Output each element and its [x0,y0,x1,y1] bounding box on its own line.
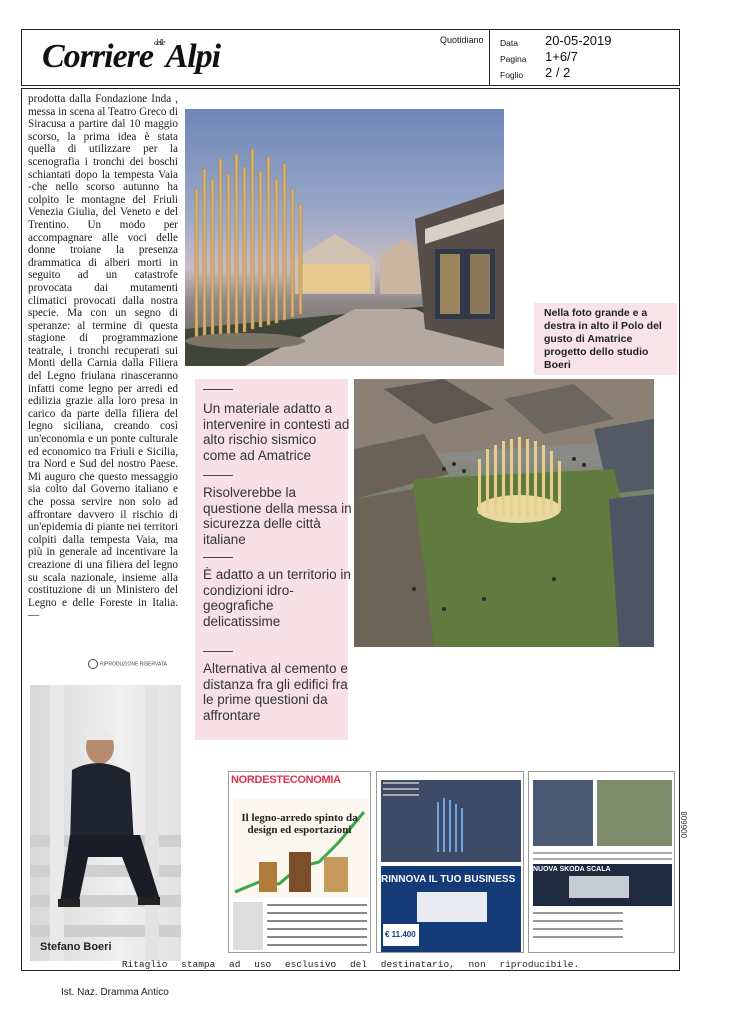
portrait-photo [30,685,181,961]
sheet-value: 2 / 2 [545,65,571,80]
newspaper-logo: Corriere$^{delle}$Alpi [42,38,221,75]
building-illustration [185,109,504,366]
copyright-icon [88,659,98,669]
thumbnail-graphics [377,772,524,953]
copyright-credit: RIPRODUZIONE RISERVATA [88,659,167,669]
photo-aerial-amatrice [354,379,654,647]
sheet-label: Foglio [500,70,524,80]
quote-separator [203,389,233,390]
photo-polo-del-gusto [185,109,504,366]
date-label: Data [500,38,518,48]
pull-quotes-box [195,379,352,740]
quote-separator [203,557,233,558]
document-code: 006608 [680,811,689,838]
portrait-name: Stefano Boeri [40,941,112,953]
date-value: 20-05-2019 [545,33,612,48]
thumbnail-page-2 [376,771,524,953]
meta-box [489,30,680,85]
clipping-frame [21,88,680,971]
pull-quote-4: Alternativa al cemento e distanza fra gli edifici fra le prime questioni da affrontare [203,661,348,723]
aerial-illustration [354,379,654,647]
pull-quote-1: Un materiale adatto a intervenire in contesti ad alto rischio sismico come ad Amatrice [203,401,350,463]
pull-quote-3: È adatto a un territorio in condizioni idro-geografiche delicatissime [203,567,351,629]
thumbnail-ad-title: NUOVA SKODA SCALA [533,866,611,873]
page-label: Pagina [500,54,527,64]
photo-caption: Nella foto grande e a destra in alto il Polo del gusto di Amatrice progetto dello studio Boeri [544,307,662,371]
thumbnail-page-3 [528,771,675,953]
thumbnail-ad-price: € 11.400 [385,930,416,939]
quote-separator [203,651,233,652]
masthead [21,29,680,86]
reproduction-notice: Ritaglio stampa ad uso esclusivo del destinatario, non riproducibile. [121,959,580,970]
page-value: 1+6/7 [545,49,578,64]
photo-caption-box [534,303,677,375]
thumbnail-headline: Il legno-arredo spinto da design ed esportazioni [241,812,358,836]
article-text: prodotta dalla Fondazione Inda , messa in scena al Teatro Greco di Siracusa a partire dal 10 maggio scorso, la prima idea è stata quella di utilizzare per la scenografia i tronchi dei boschi schiantati dopo la tempesta Vaia -che nello scorso autunno ha colpito le montagne del Friuli Venezia Giulia, del Veneto e del Trentino. Un modo per accompagnare alle voci delle donne troiane la presenza drammatica di alberi morti in seguito ad un catastrofe provocata dai mutamenti climatici provocati dalla nostra specie. Ma con un segno di speranze: al termine di questa stagione di programmazione teatrale, i tronchi recuperati sui Monti della Carnia dalla Filiera del Legno friulana rinasceranno infatti come legno per arredi ed edilizia grazie alla loro presa in carico da parte della filiera del legno siciliana, creando così un'economia e un ponte culturale ed economico tra Friuli e Sicilia, tra Nord e Sud del nostro Paese. Mi auguro che questo messaggio sia colto dal Governo italiano e che possa servire non solo ad affrontare davvero il rischio di un'epidemia di piante nei territori colpiti dalla tempesta Vaia, ma più in generale ad incentivare la creazione di una filiera del legno su scala nazionale, insieme alla costituzione di un Ministero del Legno e delle Foreste in Italia. — [28,93,178,622]
thumbnail-graphics [229,772,371,953]
client-name: Ist. Naz. Dramma Antico [61,987,169,998]
quote-separator [203,475,233,476]
thumbnail-title: NORDESTECONOMIA [231,774,341,786]
pull-quote-2: Risolverebbe la questione della messa in sicurezza delle città italiane [203,485,352,547]
portrait-illustration [30,685,181,961]
thumbnail-graphics [529,772,675,953]
publication-type: Quotidiano [440,35,484,45]
thumbnail-ad-title: RINNOVA IL TUO BUSINESS [381,874,516,885]
thumbnail-page-nordest-economia [228,771,371,953]
